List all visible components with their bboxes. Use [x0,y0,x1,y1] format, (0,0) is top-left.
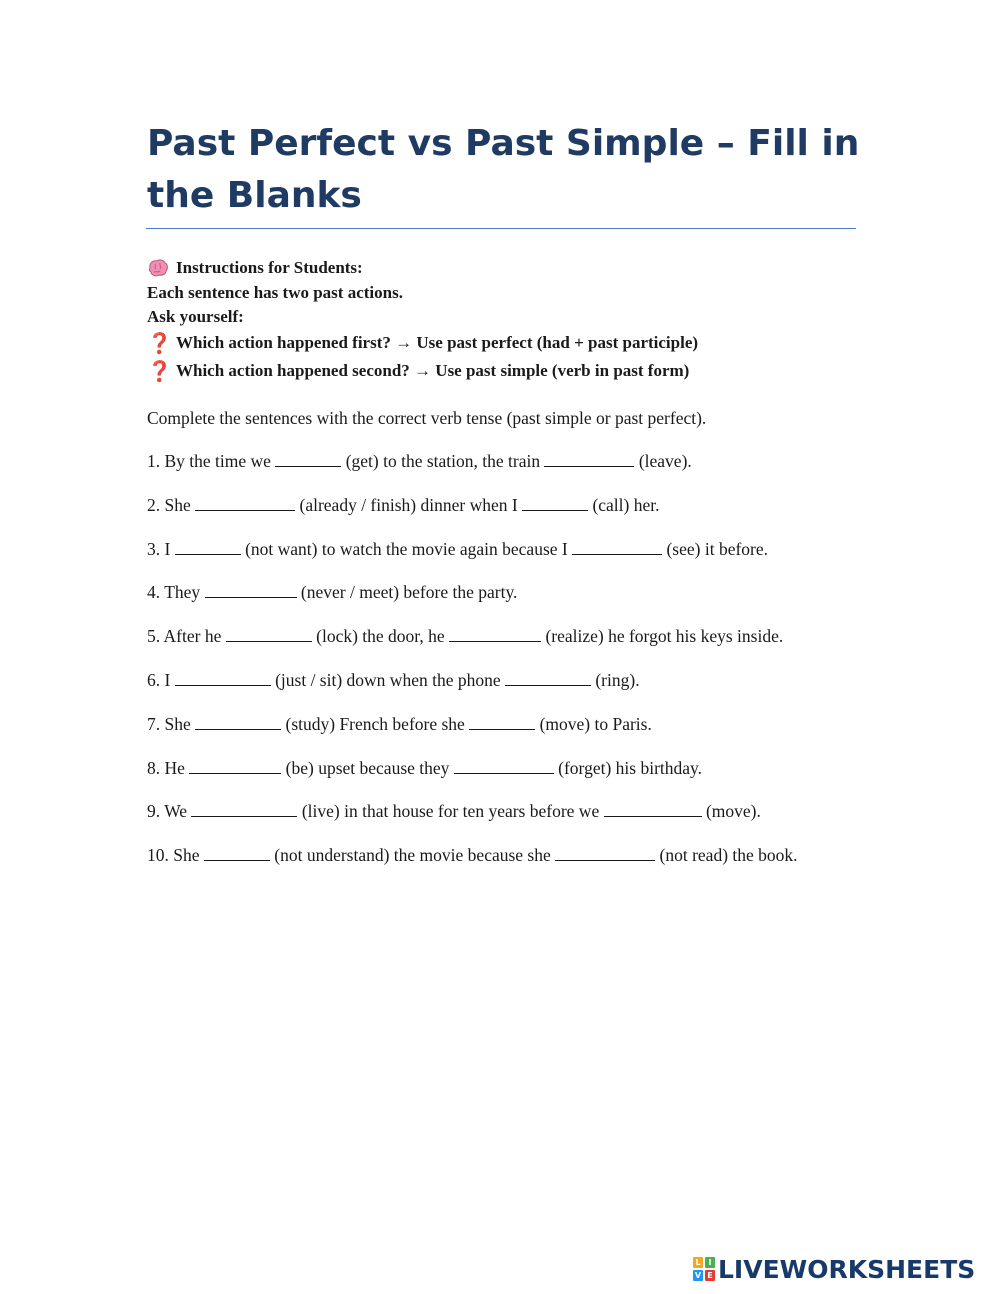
answer-blank[interactable] [544,451,634,467]
logo-letter: I [705,1257,715,1268]
liveworksheets-logo [693,1253,975,1285]
question-mark-icon: ❓ [147,331,172,356]
answer-blank[interactable] [469,714,535,730]
logo-letter: E [705,1270,715,1281]
answer-blank[interactable] [505,670,591,686]
logo-text: LIVEWORKSHEETS [718,1254,976,1284]
answer-blank[interactable] [275,451,341,467]
instructions-question-first: ❓ Which action happened first? → Use past perfect (had + past participle) [147,331,699,356]
answer-blank[interactable] [555,845,655,861]
answer-blank[interactable] [205,582,297,598]
answer-blank[interactable] [195,495,295,511]
logo-mark-icon [693,1257,715,1281]
instructions-block [147,256,867,385]
instructions-line: Ask yourself: [147,307,244,327]
instructions-heading: Instructions for Students: [176,258,363,278]
exercise-item-3: 3. I (not want) to watch the movie again because I (see) it before. [147,538,769,559]
exercise-instruction: Complete the sentences with the correct verb tense (past simple or past perfect). [147,408,707,428]
exercise-list [147,449,867,887]
logo-letter: V [694,1271,702,1280]
answer-blank[interactable] [191,801,297,817]
exercise-item-10: 10. She (not understand) the movie because she (not read) the book. [147,845,798,866]
exercise-item-2: 2. She (already / finish) dinner when I (call) her. [147,494,660,515]
answer-blank[interactable] [195,714,281,730]
logo-letter: L [693,1257,703,1268]
answer-blank[interactable] [572,539,662,555]
exercise-item-5: 5. After he (lock) the door, he (realize) he forgot his keys inside. [147,626,784,647]
answer-blank[interactable] [189,758,281,774]
instructions-heading-line [147,256,867,281]
question-mark-icon: ❓ [147,358,172,383]
brain-icon [147,259,169,277]
answer-blank[interactable] [454,758,554,774]
instructions-question-second: ❓ Which action happened second? → Use past simple (verb in past form) [147,358,690,383]
answer-blank[interactable] [175,539,241,555]
answer-blank[interactable] [204,845,270,861]
exercise-item-9: 9. We (live) in that house for ten years before we (move). [147,801,761,822]
answer-blank[interactable] [604,801,702,817]
instructions-line: Each sentence has two past actions. [147,282,403,302]
exercise-item-7: 7. She (study) French before she (move) to Paris. [147,713,652,734]
page-title: Past Perfect vs Past Simple – Fill in the Blanks [147,123,860,216]
exercise-item-8: 8. He (be) upset because they (forget) his birthday. [147,757,703,778]
answer-blank[interactable] [175,670,271,686]
exercise-item-1: 1. By the time we (get) to the station, the train (leave). [147,451,692,471]
answer-blank[interactable] [449,626,541,642]
exercise-item-6: 6. I (just / sit) down when the phone (ring). [147,669,640,690]
title-divider [146,228,856,229]
answer-blank[interactable] [522,495,588,511]
exercise-item-4: 4. They (never / meet) before the party. [147,582,518,603]
answer-blank[interactable] [226,626,312,642]
